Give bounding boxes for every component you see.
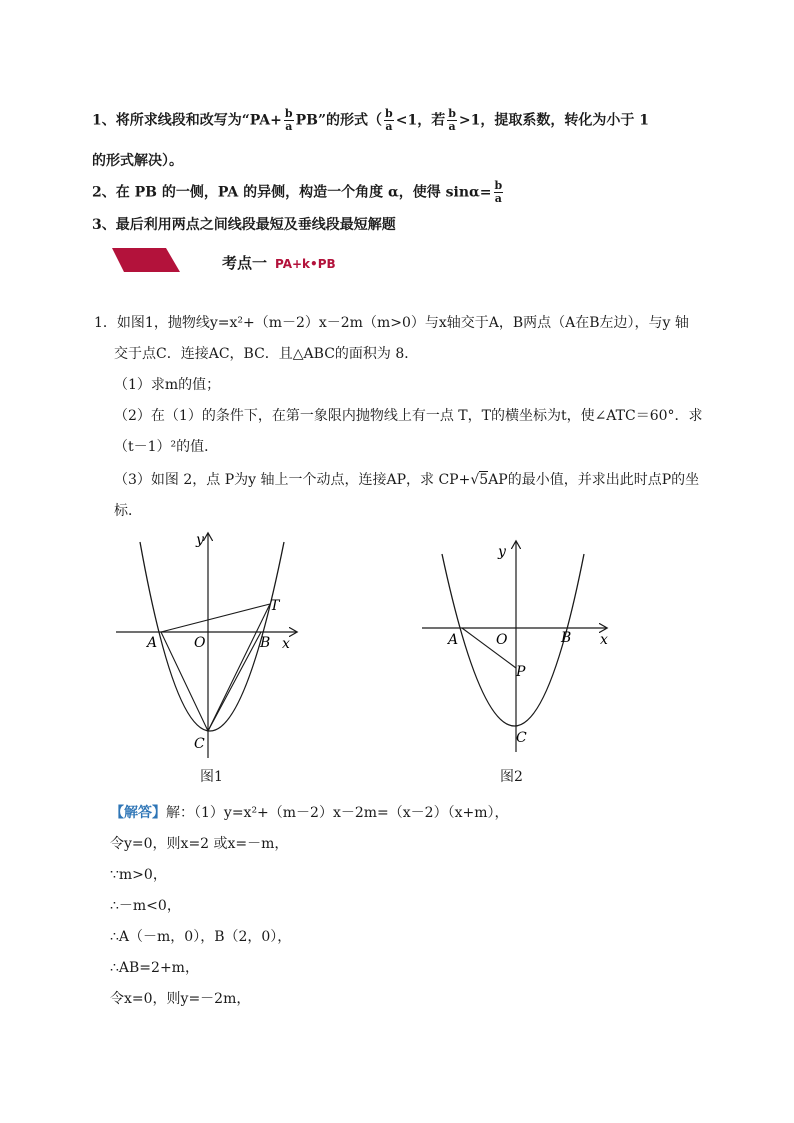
method-line-2 (92, 180, 505, 205)
answer-line-1-text: 解：（1）y=x²+（m－2）x－2m=（x－2）（x+m）， (166, 805, 509, 821)
method-2-text: 2、在 PB 的一侧，PA 的异侧，构造一个角度 α，使得 sinα= (92, 184, 492, 201)
segment-BC (208, 632, 261, 731)
answer-line-3: ∵m>0， (110, 867, 167, 883)
method-1-part-a: 1、将所求线段和改写为“PA+ (92, 112, 282, 129)
label-C: C (516, 730, 527, 746)
fraction-b-over-a: $\frac{b}{a}$ (284, 107, 293, 133)
method-line-1-cont: 的形式解决）。 (92, 153, 183, 169)
question-line-6-c: AP的最小值，并求出此时点P的坐 (488, 472, 700, 488)
label-P: P (516, 664, 526, 680)
section-title-text: 考点一 (222, 254, 268, 272)
label-O: O (496, 632, 508, 648)
question-line-3: （1）求m的值； (114, 377, 221, 393)
label-A: A (147, 635, 158, 651)
answer-line-7: 令x=0，则y=－2m， (110, 991, 251, 1007)
answer-line-5: ∴A（－m，0），B（2，0）， (110, 929, 292, 945)
method-1-part-b: PB”的形式（ (295, 112, 383, 129)
answer-line-4: ∴－m<0， (110, 898, 181, 914)
question-line-7: 标． (114, 503, 142, 519)
figure-2 (416, 538, 626, 768)
question-line-4: （2）在（1）的条件下，在第一象限内抛物线上有一点 T，T的横坐标为t，使∠ATC＝60°．求 (114, 408, 703, 424)
label-T: T (270, 598, 280, 614)
section-banner-shape (112, 248, 180, 272)
label-y: y (498, 544, 506, 560)
section-title (222, 252, 336, 273)
segment-AT (161, 604, 270, 632)
label-x: x (600, 632, 608, 648)
question-line-5: （t－1）²的值． (114, 439, 219, 455)
question-line-6-a: （3）如图 2，点 P为y 轴上一个动点，连接AP，求 CP+ (114, 472, 471, 488)
figure-1 (110, 530, 330, 770)
sqrt-radicand: 5 (479, 472, 489, 488)
method-line-1 (92, 108, 649, 133)
figure-1-caption: 图1 (200, 769, 223, 785)
label-x: x (282, 636, 290, 652)
fraction-b-over-a: $\frac{b}{a}$ (448, 107, 456, 133)
label-C: C (194, 736, 205, 752)
segment-TC (208, 604, 270, 731)
method-1-part-d: >1，提取系数，转化为小于 1 (458, 112, 650, 129)
method-1-part-c: <1，若 (395, 112, 446, 129)
figure-2-caption: 图2 (500, 769, 523, 785)
label-y: y (196, 532, 204, 548)
fraction-b-over-a: $\frac{b}{a}$ (494, 179, 503, 205)
question-line-1: 1．如图1，抛物线y=x²+（m－2）x－2m（m>0）与x轴交于A，B两点（A在B左边），与y 轴 (94, 315, 689, 331)
label-O: O (194, 635, 206, 651)
fraction-b-over-a: $\frac{b}{a}$ (385, 107, 393, 133)
method-line-3: 3、最后利用两点之间线段最短及垂线段最短解题 (92, 217, 396, 233)
label-B: B (260, 635, 271, 651)
label-B: B (561, 630, 572, 646)
question-line-2: 交于点C．连接AC，BC．且△ABC的面积为 8． (114, 346, 419, 362)
answer-line-2: 令y=0，则x=2 或x=－m， (110, 836, 289, 852)
sqrt-symbol: √ (470, 472, 480, 488)
question-line-6 (114, 469, 699, 489)
answer-line-1 (110, 802, 508, 822)
answer-key-label: 【解答】 (110, 805, 166, 821)
label-A: A (448, 632, 459, 648)
answer-line-6: ∴AB=2+m， (110, 960, 199, 976)
section-tag: PA+k•PB (275, 257, 336, 271)
